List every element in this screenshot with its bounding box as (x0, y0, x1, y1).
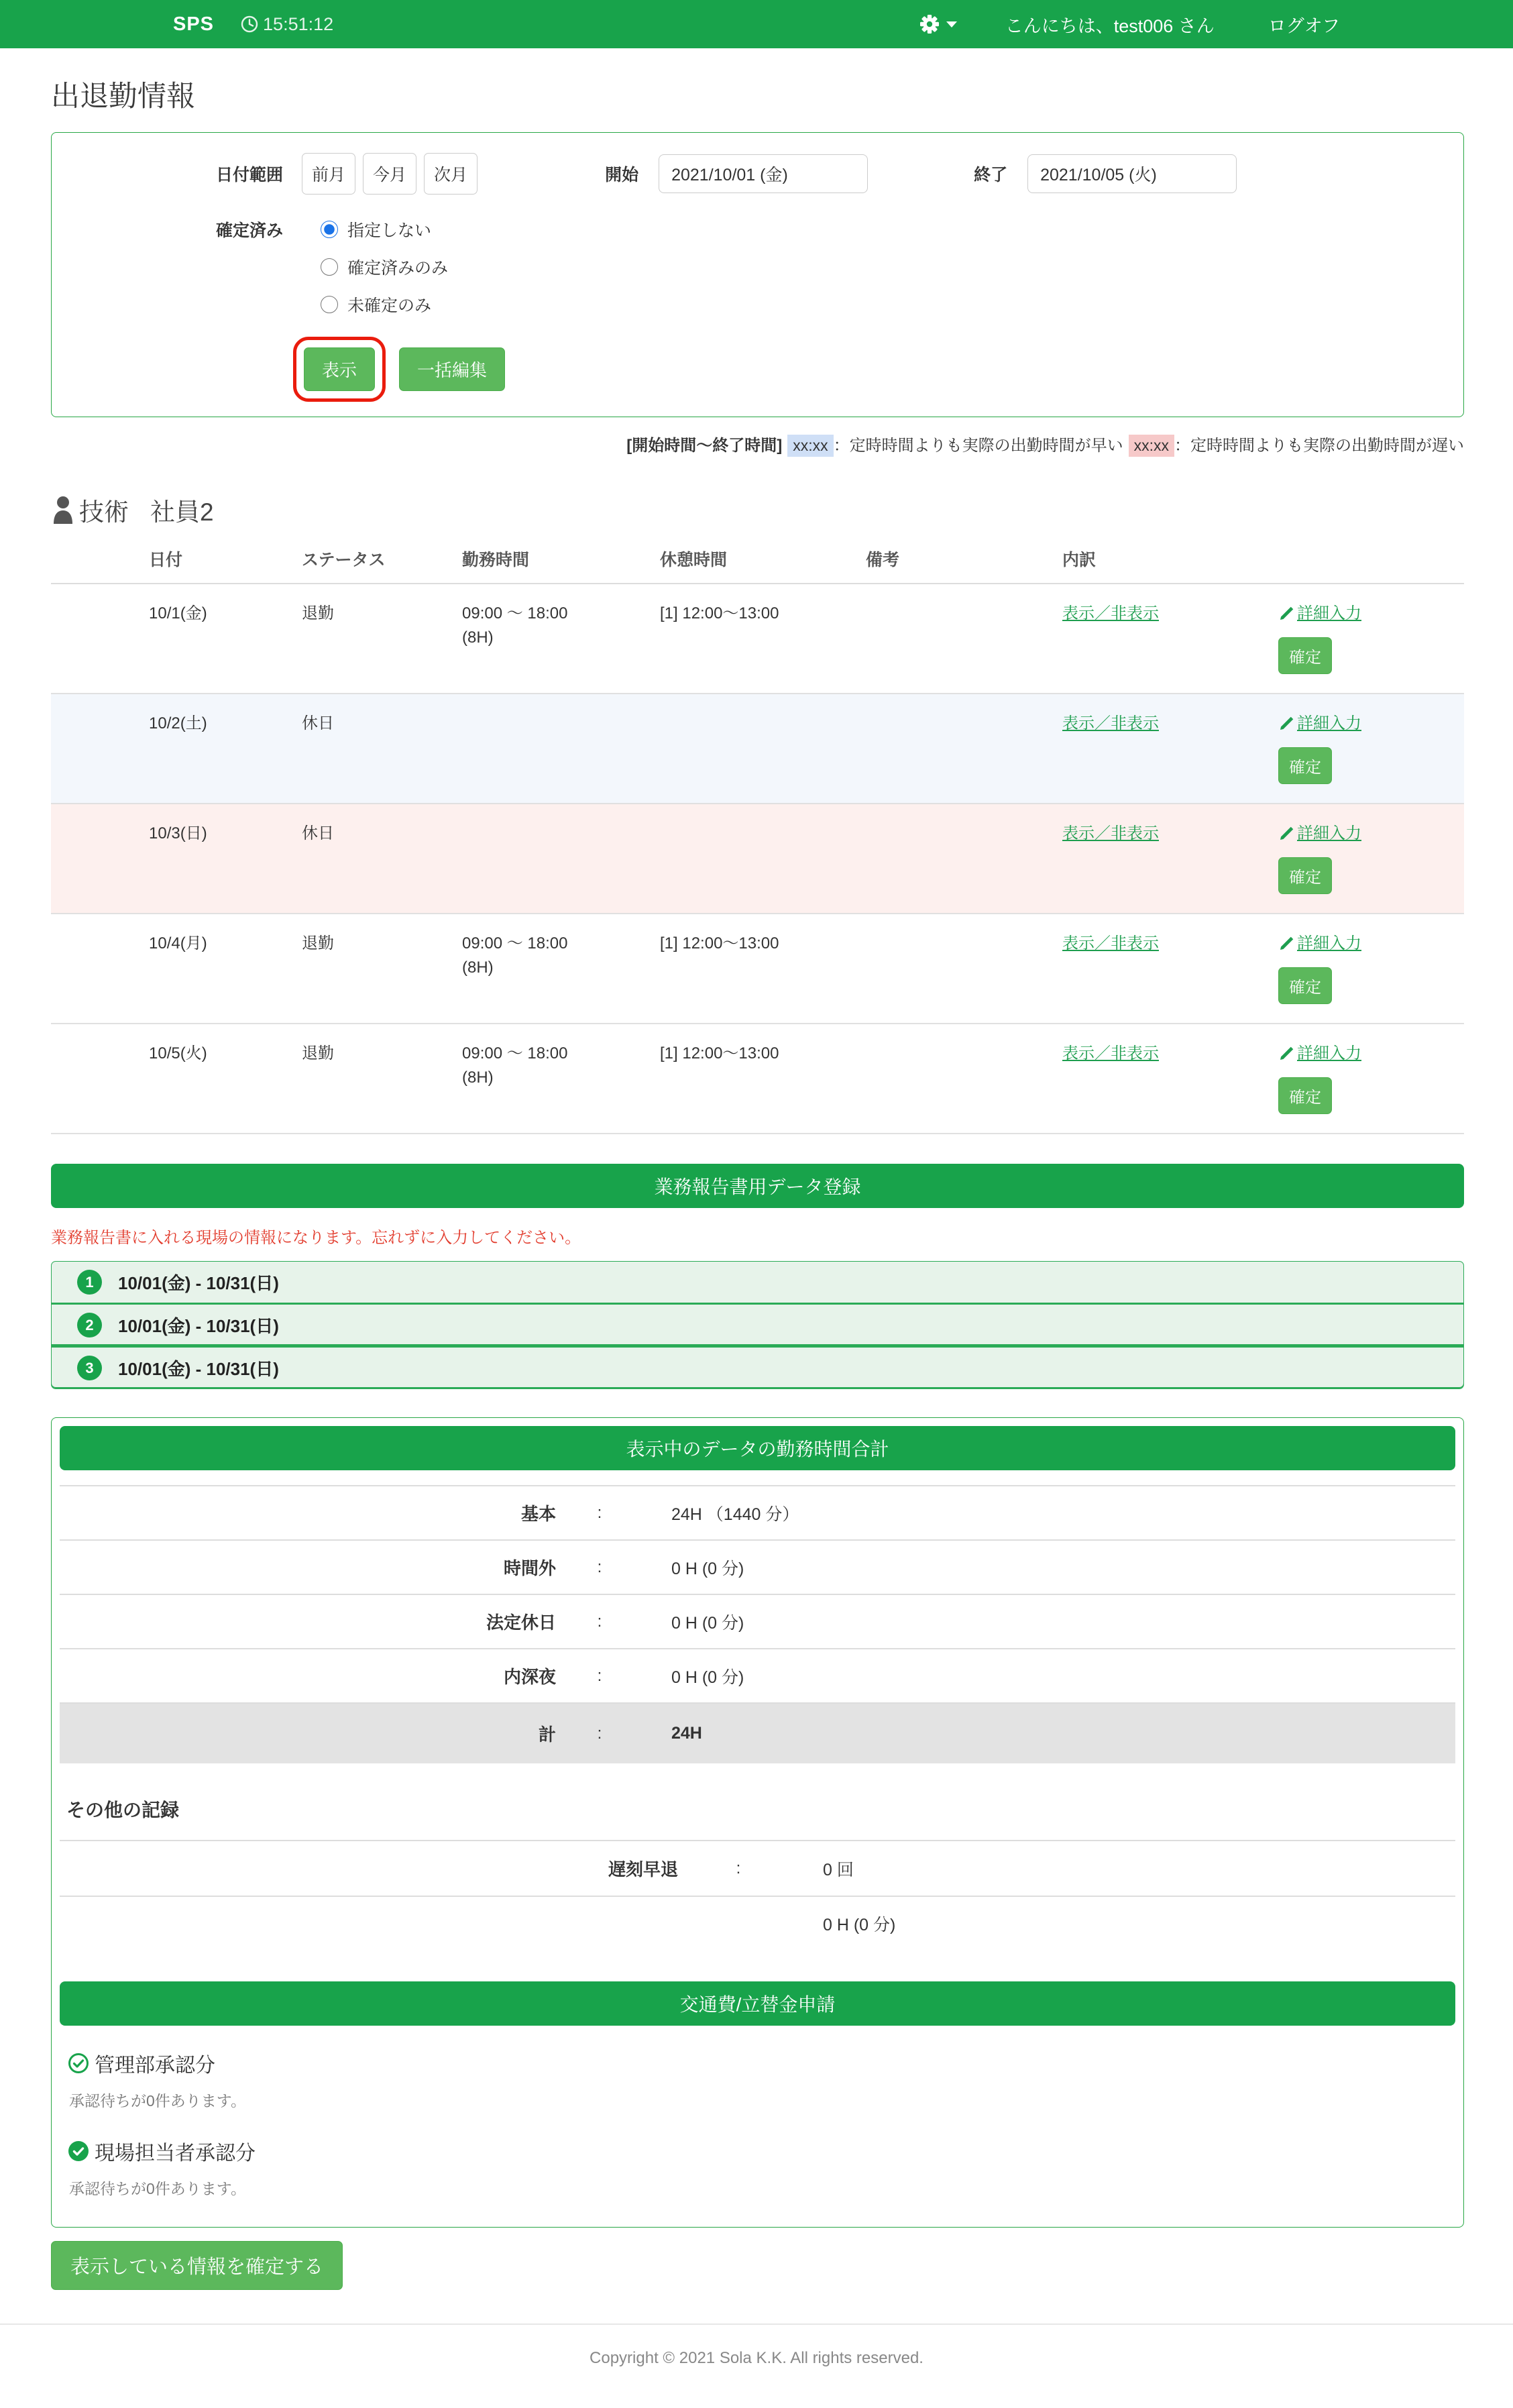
current-time: 15:51:12 (263, 13, 334, 34)
report-period-item-1[interactable] (51, 1261, 1464, 1303)
employee-name: 社員2 (150, 498, 214, 526)
logout-link[interactable]: ログオフ (1268, 15, 1340, 36)
employee-heading (51, 492, 1513, 528)
chevron-down-icon (946, 21, 957, 28)
summary-row-late-night: 内深夜 : 0 H (0 分) (60, 1648, 1455, 1702)
next-month-button[interactable]: 次月 (424, 153, 478, 195)
row-break-time: [1] 12:00～13:00 (660, 1044, 779, 1062)
item-date-range: 10/01(金) - 10/31(日) (118, 1316, 279, 1336)
row-date: 10/3(日) (149, 824, 207, 842)
detail-input-link[interactable]: 詳細入力 (1278, 932, 1361, 956)
admin-approval-title: 管理部承認分 (95, 2055, 215, 2077)
start-date-label: 開始 (605, 166, 639, 184)
summary-row-basic: 基本 : 24H （1440 分） (60, 1485, 1455, 1539)
confirm-day-button[interactable]: 確定 (1278, 857, 1332, 894)
summary-row-total: 計 : 24H (60, 1702, 1455, 1763)
clock-icon (241, 15, 258, 33)
row-status: 退勤 (302, 934, 334, 952)
report-period-item-3[interactable] (51, 1346, 1464, 1389)
item-number-badge: 3 (77, 1356, 102, 1380)
clock-display (241, 14, 333, 35)
site-approval-section (68, 2136, 1455, 2199)
header-remarks: 備考 (866, 551, 900, 569)
pencil-icon (1278, 1046, 1294, 1062)
detail-input-link[interactable]: 詳細入力 (1278, 822, 1361, 846)
table-row (51, 914, 1464, 1024)
confirm-day-button[interactable]: 確定 (1278, 637, 1332, 674)
item-number-badge: 2 (77, 1313, 102, 1337)
item-date-range: 10/01(金) - 10/31(日) (118, 1273, 279, 1293)
row-status: 休日 (302, 714, 334, 732)
legend-early-text: ：定時時間よりも実際の出勤時間が早い (833, 437, 1123, 455)
bulk-edit-button[interactable]: 一括編集 (399, 347, 505, 391)
page-title: 出退勤情報 (51, 80, 195, 113)
table-row (51, 584, 1464, 694)
toggle-breakdown-link[interactable]: 表示／非表示 (1062, 934, 1159, 952)
item-date-range: 10/01(金) - 10/31(日) (118, 1359, 279, 1379)
row-status: 退勤 (302, 1044, 334, 1062)
pencil-icon (1278, 936, 1294, 952)
site-approval-title: 現場担当者承認分 (95, 2142, 256, 2165)
user-icon (51, 496, 75, 524)
row-date: 10/1(金) (149, 604, 207, 622)
table-row (51, 1024, 1464, 1134)
brand-logo[interactable]: SPS (173, 13, 215, 35)
confirmed-filter-label: 確定済み (216, 221, 284, 240)
expense-banner: 交通費/立替金申請 (60, 1981, 1455, 2026)
header-breakdown: 内訳 (1062, 551, 1097, 569)
row-break-time: [1] 12:00～13:00 (660, 604, 779, 622)
pencil-icon (1278, 606, 1294, 622)
radio-no-filter[interactable] (321, 221, 338, 238)
radio-unconfirmed-only[interactable] (321, 296, 338, 313)
header-break-time: 休憩時間 (660, 551, 728, 569)
employee-department: 技術 (79, 498, 129, 526)
copyright-text: Copyright © 2021 Sola K.K. All rights reserved. (590, 2349, 923, 2367)
detail-input-link[interactable]: 詳細入力 (1278, 1042, 1361, 1066)
site-approval-note: 承認待ちが0件あります。 (69, 2180, 246, 2197)
page-footer (0, 2323, 1513, 2408)
row-date: 10/5(火) (149, 1044, 207, 1062)
summary-row-overtime: 時間外 : 0 H (0 分) (60, 1539, 1455, 1594)
radio-option-confirmed-only[interactable]: 確定済みのみ (321, 255, 448, 279)
settings-menu[interactable] (919, 14, 957, 34)
start-date-input[interactable] (659, 154, 868, 193)
end-date-input[interactable] (1027, 154, 1237, 193)
end-date-label: 終了 (974, 166, 1008, 184)
user-greeting: こんにちは、test006 さん (1005, 15, 1215, 36)
report-accordion (51, 1261, 1464, 1389)
pencil-icon (1278, 716, 1294, 732)
time-legend (49, 432, 1464, 457)
legend-late-chip: xx:xx (1129, 435, 1174, 457)
tardiness-time-row: 0 H (0 分) (60, 1896, 1455, 1951)
report-warning-text: 業務報告書に入れる現場の情報になります。忘れずに入力してください。 (51, 1229, 581, 1247)
top-navbar (0, 0, 1513, 48)
toggle-breakdown-link[interactable]: 表示／非表示 (1062, 824, 1159, 842)
row-work-time: 09:00 ～ 18:00 (8H) (462, 934, 568, 977)
confirm-displayed-info-button[interactable]: 表示している情報を確定する (51, 2241, 343, 2290)
legend-early-chip: xx:xx (787, 435, 833, 457)
row-work-time: 09:00 ～ 18:00 (8H) (462, 604, 568, 647)
toggle-breakdown-link[interactable]: 表示／非表示 (1062, 604, 1159, 622)
summary-panel (51, 1417, 1464, 2228)
report-period-item-2[interactable] (51, 1303, 1464, 1346)
radio-option-unconfirmed-only[interactable]: 未確定のみ (321, 292, 448, 317)
toggle-breakdown-link[interactable]: 表示／非表示 (1062, 1044, 1159, 1062)
show-button[interactable]: 表示 (304, 347, 375, 391)
admin-approval-note: 承認待ちが0件あります。 (69, 2092, 246, 2110)
prev-month-button[interactable]: 前月 (302, 153, 355, 195)
row-date: 10/4(月) (149, 934, 207, 952)
row-status: 退勤 (302, 604, 334, 622)
filter-panel (51, 132, 1464, 417)
toggle-breakdown-link[interactable]: 表示／非表示 (1062, 714, 1159, 732)
legend-late-text: ：定時時間よりも実際の出勤時間が遅い (1174, 437, 1464, 455)
legend-prefix: [開始時間～終了時間] (626, 437, 783, 455)
row-break-time: [1] 12:00～13:00 (660, 934, 779, 952)
row-work-time: 09:00 ～ 18:00 (8H) (462, 1044, 568, 1087)
header-date: 日付 (149, 551, 183, 569)
summary-banner: 表示中のデータの勤務時間合計 (60, 1426, 1455, 1470)
detail-input-link[interactable]: 詳細入力 (1278, 712, 1361, 736)
check-circle-outline-icon (68, 2053, 89, 2074)
attendance-table-header (51, 537, 1464, 584)
row-status: 休日 (302, 824, 334, 842)
item-number-badge: 1 (77, 1270, 102, 1295)
date-range-label: 日付範囲 (216, 166, 284, 184)
other-records-heading: その他の記録 (66, 1800, 180, 1820)
report-data-banner: 業務報告書用データ登録 (51, 1164, 1464, 1208)
pencil-icon (1278, 826, 1294, 842)
header-work-time: 勤務時間 (462, 551, 530, 569)
confirm-day-button[interactable]: 確定 (1278, 967, 1332, 1004)
detail-input-link[interactable]: 詳細入力 (1278, 602, 1361, 626)
table-row (51, 804, 1464, 914)
tardiness-count-row: 遅刻早退 : 0 回 (60, 1840, 1455, 1896)
gear-icon (919, 14, 940, 34)
header-status: ステータス (302, 551, 386, 569)
work-time-summary (60, 1485, 1455, 1763)
this-month-button[interactable]: 今月 (363, 153, 416, 195)
summary-row-legal-holiday: 法定休日 : 0 H (0 分) (60, 1594, 1455, 1648)
admin-approval-section (68, 2048, 1455, 2111)
radio-confirmed-only[interactable] (321, 258, 338, 276)
confirm-day-button[interactable]: 確定 (1278, 747, 1332, 784)
attendance-table (51, 537, 1464, 1134)
confirm-day-button[interactable]: 確定 (1278, 1077, 1332, 1114)
check-circle-solid-icon (68, 2140, 89, 2162)
row-date: 10/2(土) (149, 714, 207, 732)
table-row (51, 694, 1464, 804)
radio-option-no-filter[interactable]: 指定しない (321, 217, 448, 241)
